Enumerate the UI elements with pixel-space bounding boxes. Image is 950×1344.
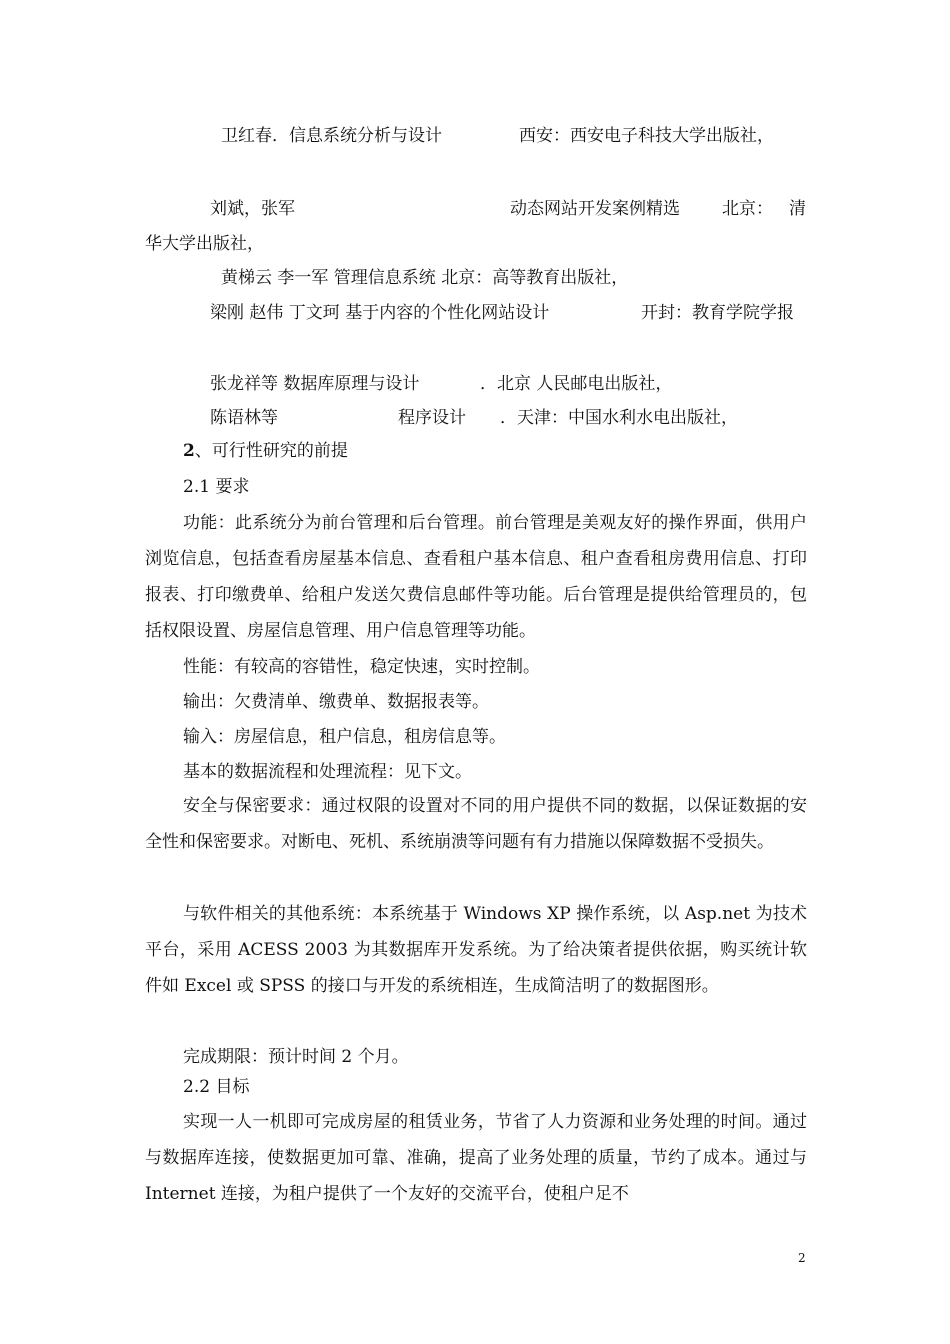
reference-1-publisher: 西安：西安电子科技大学出版社，: [519, 126, 774, 146]
reference-4-journal: 开封：教育学院学报: [641, 303, 794, 323]
reference-2-authors: 刘斌，张军: [210, 199, 295, 219]
paragraph-goal: 实现一人一机即可完成房屋的租赁业务，节省了人力资源和业务处理的时间。通过与数据库连接，使数据更加可靠、准确，提高了业务处理的质量，节约了成本。通过与 Internet 连接，为租户提供了一个友好的交流平台，使租户足不: [145, 1112, 807, 1204]
paragraph-deadline: 完成期限：预计时间 2 个月。: [183, 1047, 409, 1067]
reference-1-title: 卫红春．信息系统分析与设计: [221, 126, 442, 146]
reference-2-title: 动态网站开发案例精选: [510, 199, 680, 219]
reference-2-publisher-start: 清: [789, 199, 806, 219]
paragraph-related-systems: 与软件相关的其他系统：本系统基于 Windows XP 操作系统，以 Asp.net 为技术平台，采用 ACESS 2003 为其数据库开发系统。为了给决策者提供依据，购买统计软件如 Excel 或 SPSS 的接口与开发的系统相连，生成简洁明了的数据图形。: [145, 904, 807, 996]
paragraph-function: 功能：此系统分为前台管理和后台管理。前台管理是美观友好的操作界面，供用户浏览信息，包括查看房屋基本信息、查看租户基本信息、租户查看租房费用信息、打印报表、打印缴费单、给租户发送欠费信息邮件等功能。后台管理是提供给管理员的，包括权限设置、房屋信息管理、用户信息管理等功能。: [145, 513, 807, 641]
paragraph-input: 输入：房屋信息，租户信息，租房信息等。: [183, 727, 506, 747]
paragraph-data-flow: 基本的数据流程和处理流程：见下文。: [183, 762, 472, 782]
subsection-2-1-heading: 2.1 要求: [183, 477, 250, 497]
reference-4-title: 梁刚 赵伟 丁文珂 基于内容的个性化网站设计: [210, 303, 550, 323]
reference-3: 黄梯云 李一军 管理信息系统 北京：高等教育出版社，: [221, 268, 629, 288]
reference-6-authors: 陈语林等: [210, 408, 278, 428]
section-2-title: 、可行性研究的前提: [194, 441, 348, 461]
paragraph-security: 安全与保密要求：通过权限的设置对不同的用户提供不同的数据，以保证数据的安全性和保密要求。对断电、死机、系统崩溃等问题有有力措施以保障数据不受损失。: [145, 796, 807, 852]
reference-6-title: 程序设计: [398, 408, 466, 428]
paragraph-output: 输出：欠费清单、缴费单、数据报表等。: [183, 692, 489, 712]
section-2-number: 2: [183, 441, 195, 461]
paragraph-performance: 性能：有较高的容错性，稳定快速，实时控制。: [183, 657, 540, 677]
subsection-2-2-heading: 2.2 目标: [183, 1077, 250, 1097]
section-2-heading: [183, 440, 348, 462]
reference-6-publisher: ．天津：中国水利水电出版社，: [500, 408, 738, 428]
reference-5-publisher: ．北京 人民邮电出版社，: [480, 374, 673, 394]
reference-2-publisher-end: 华大学出版社，: [145, 234, 264, 254]
reference-2-city: 北京：: [722, 199, 773, 219]
reference-5-title: 张龙祥等 数据库原理与设计: [210, 374, 420, 394]
page-number: 2: [798, 1251, 806, 1265]
